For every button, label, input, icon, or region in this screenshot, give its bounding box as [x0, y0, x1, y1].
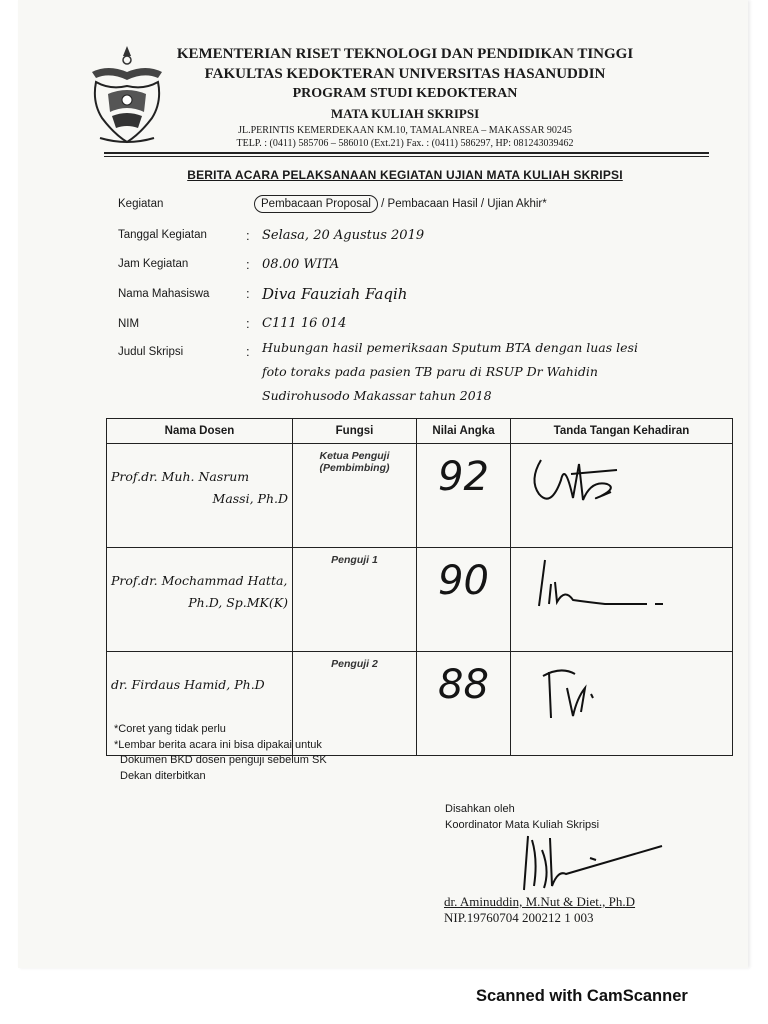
dosen-name: Prof.dr. Muh. Nasrum — [111, 469, 250, 484]
signature-cell — [511, 444, 733, 548]
approval-role: Koordinator Mata Kuliah Skripsi — [445, 818, 600, 831]
approver — [444, 894, 635, 926]
dosen-name: Prof.dr. Mochammad Hatta, — [111, 573, 288, 588]
fungsi-cell — [293, 444, 417, 548]
fungsi-text: Penguji 1 — [331, 554, 378, 566]
dosen-cell — [107, 444, 293, 548]
jam-label: Jam Kegiatan — [118, 258, 189, 270]
document-title: BERITA ACARA PELAKSANAAN KEGIATAN UJIAN MATA KULIAH SKRIPSI — [187, 168, 623, 182]
nama-label: Nama Mahasiswa — [118, 288, 210, 300]
header-nilai: Nilai Angka — [417, 419, 511, 444]
letterhead-rule-thin — [104, 156, 709, 157]
scanner-watermark: Scanned with CamScanner — [476, 987, 688, 1005]
note: Dokumen BKD dosen penguji sebelum SK — [120, 754, 327, 766]
header-tanda-tangan: Tanda Tangan Kehadiran — [511, 419, 733, 444]
kegiatan-other-options: / Pembacaan Hasil / Ujian Akhir* — [381, 198, 547, 210]
jam-value: 08.00 WITA — [262, 257, 340, 272]
footnotes — [114, 722, 327, 784]
nilai-cell: 90 — [417, 548, 511, 652]
signature-icon — [521, 450, 641, 520]
letterhead-rule — [104, 152, 709, 154]
colon: : — [246, 257, 250, 272]
nama-value: Diva Fauziah Faqih — [262, 285, 408, 303]
signature-icon — [521, 658, 641, 728]
program-name: PROGRAM STUDI KEDOKTERAN — [292, 86, 518, 101]
judul-line: foto toraks pada pasien TB paru di RSUP Dr Wahidin — [262, 364, 598, 379]
fungsi-text: Penguji 2 — [331, 658, 378, 670]
header-nama-dosen: Nama Dosen — [107, 419, 293, 444]
approver-nip: NIP.19760704 200212 1 003 — [444, 910, 594, 925]
faculty-name: FAKULTAS KEDOKTERAN UNIVERSITAS HASANUDDIN — [204, 66, 606, 82]
fungsi-text: Ketua Penguji — [319, 450, 390, 462]
colon: : — [246, 344, 250, 359]
table-row — [107, 444, 733, 548]
dosen-name: dr. Firdaus Hamid, Ph.D — [111, 677, 265, 692]
nim-label: NIM — [118, 318, 140, 330]
coordinator-signature-icon — [440, 830, 680, 900]
header-fungsi: Fungsi — [293, 419, 417, 444]
fungsi-cell — [293, 548, 417, 652]
kegiatan-value — [254, 198, 547, 210]
colon: : — [246, 228, 250, 243]
nilai-cell: 88 — [417, 652, 511, 756]
judul-line: Hubungan hasil pemeriksaan Sputum BTA dengan luas lesi — [262, 340, 638, 355]
table-row — [107, 548, 733, 652]
note: Dekan diterbitkan — [120, 769, 206, 782]
fungsi-text: (Pembimbing) — [319, 462, 390, 474]
signature-cell — [511, 548, 733, 652]
note: *Lembar berita acara ini bisa dipakai untuk — [114, 738, 322, 751]
nilai-cell: 92 — [417, 444, 511, 548]
signature-cell — [511, 652, 733, 756]
table-header-row — [107, 419, 733, 444]
dosen-title: Massi, Ph.D — [212, 491, 288, 506]
note: *Coret yang tidak perlu — [114, 723, 226, 735]
tanggal-label: Tanggal Kegiatan — [118, 229, 207, 241]
examiner-table — [106, 418, 733, 756]
approver-name: dr. Aminuddin, M.Nut & Diet., Ph.D — [444, 894, 636, 909]
judul-label: Judul Skripsi — [118, 346, 184, 358]
address: JL.PERINTIS KEMERDEKAAN KM.10, TAMALANREA – MAKASSAR 90245 — [238, 125, 572, 136]
kegiatan-label: Kegiatan — [118, 198, 164, 210]
approval-line: Disahkan oleh — [445, 803, 515, 815]
judul-value — [262, 336, 702, 408]
nim-value: C111 16 014 — [262, 316, 347, 331]
phone-line: TELP. : (0411) 585706 – 586010 (Ext.21) Fax. : (0411) 586297, HP: 081243039462 — [236, 138, 574, 149]
course-name: MATA KULIAH SKRIPSI — [330, 106, 480, 121]
judul-line: Sudirohusodo Makassar tahun 2018 — [262, 388, 492, 403]
letterhead — [170, 44, 640, 150]
kegiatan-selected-option: Pembacaan Proposal — [254, 195, 378, 213]
ministry-name: KEMENTERIAN RISET TEKNOLOGI DAN PENDIDIKAN TINGGI — [176, 46, 634, 62]
colon: : — [246, 286, 250, 301]
approval-block — [445, 802, 599, 833]
colon: : — [246, 316, 250, 331]
dosen-title: Ph.D, Sp.MK(K) — [188, 595, 288, 610]
signature-icon — [521, 554, 691, 624]
dosen-cell — [107, 548, 293, 652]
university-logo-icon — [88, 42, 166, 148]
tanggal-value: Selasa, 20 Agustus 2019 — [262, 228, 425, 243]
